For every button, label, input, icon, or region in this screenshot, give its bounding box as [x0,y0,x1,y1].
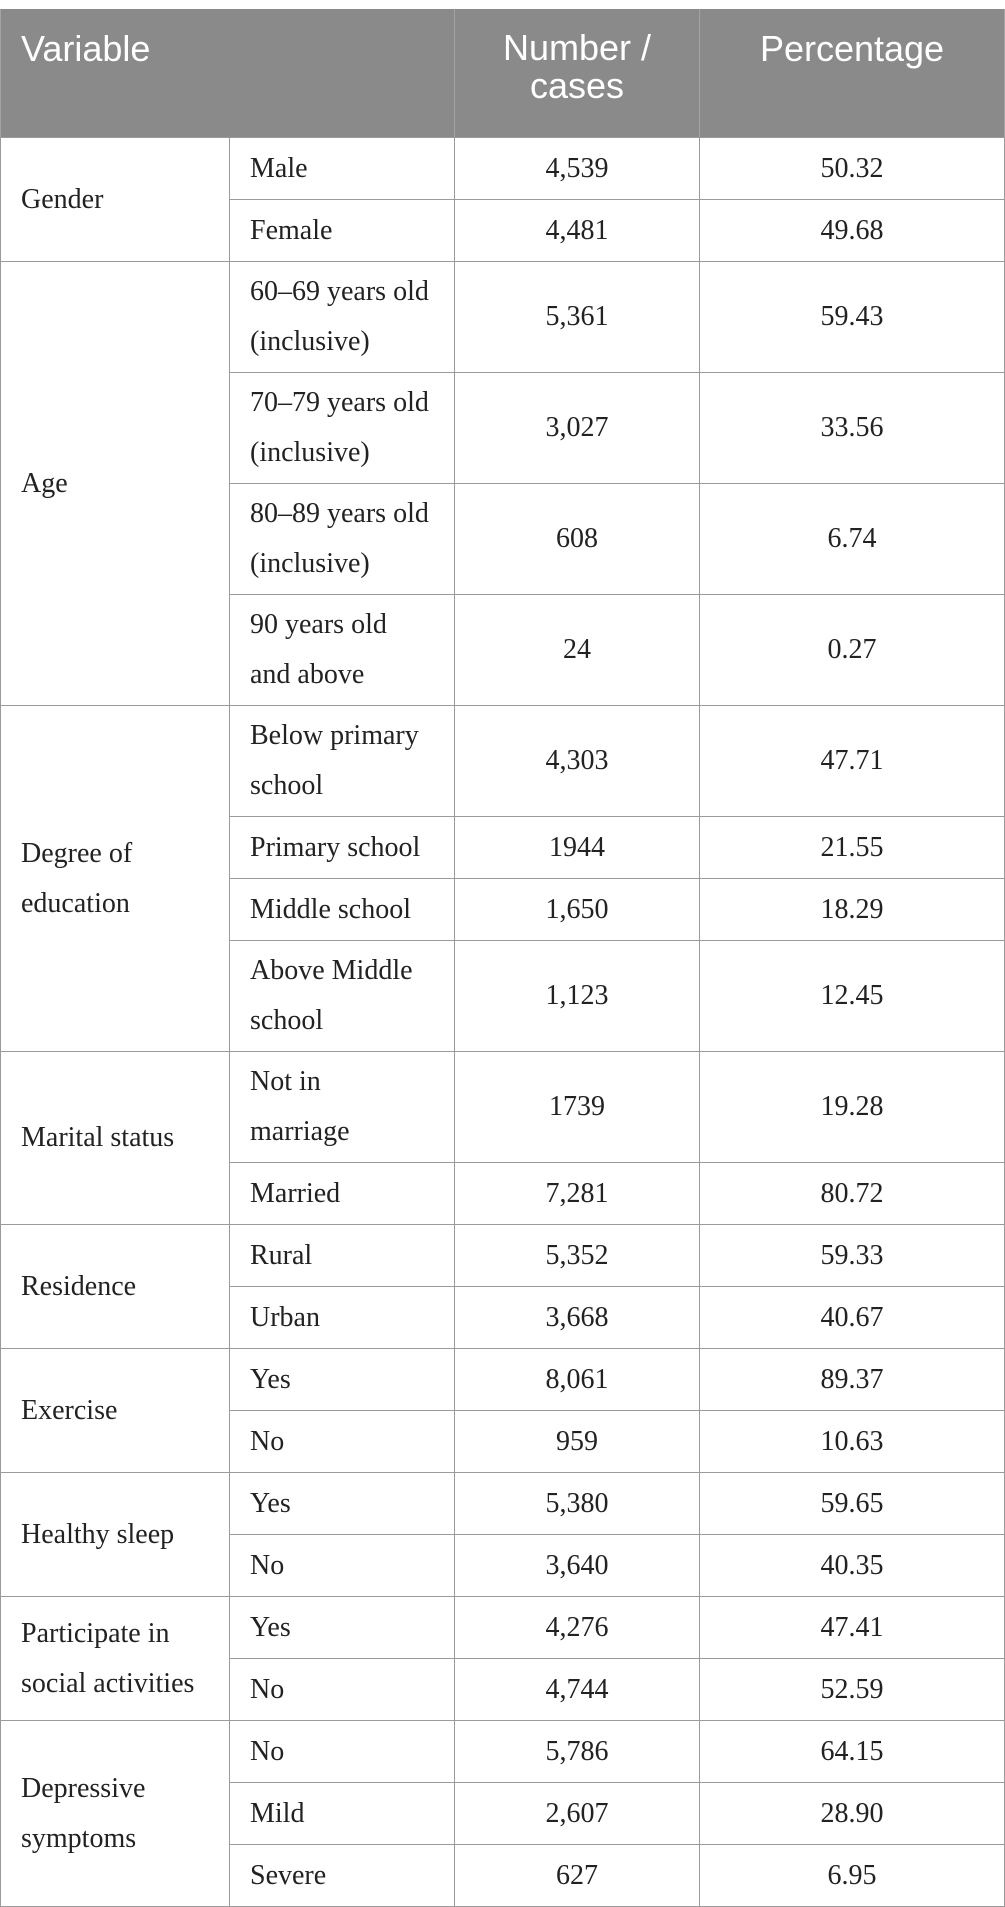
header-percentage: Percentage [700,9,1005,138]
number-cell: 5,352 [455,1225,700,1287]
category-cell [230,484,455,595]
number-cell: 24 [455,595,700,706]
category-label: Above Middle [250,955,413,986]
number-cell: 1739 [455,1052,700,1163]
category-label: marriage [250,1116,350,1147]
variable-label: Residence [21,1270,137,1302]
header-variable: Variable [1,9,455,138]
category-label: Mild [250,1797,305,1829]
number-cell: 3,640 [455,1535,700,1597]
category-label: Yes [250,1363,291,1395]
category-label: school [250,770,324,801]
number-cell: 7,281 [455,1163,700,1225]
number-cell: 3,027 [455,373,700,484]
number-cell: 1944 [455,817,700,879]
number-cell: 5,786 [455,1721,700,1783]
number-cell: 4,276 [455,1597,700,1659]
percentage-cell: 40.35 [700,1535,1005,1597]
percentage-cell: 6.95 [700,1845,1005,1907]
percentage-cell: 6.74 [700,484,1005,595]
percentage-cell: 59.43 [700,262,1005,373]
table-row [1,1052,1005,1163]
variable-label: Exercise [21,1394,118,1426]
percentage-cell: 89.37 [700,1349,1005,1411]
variable-label: symptoms [21,1822,137,1854]
percentage-cell: 40.67 [700,1287,1005,1349]
category-cell [230,1473,455,1535]
category-cell [230,138,455,200]
table-header [1,9,1005,138]
percentage-cell: 21.55 [700,817,1005,879]
percentage-cell: 18.29 [700,879,1005,941]
category-cell [230,706,455,817]
number-cell: 4,744 [455,1659,700,1721]
variable-label: Depressive [21,1772,146,1804]
category-cell [230,817,455,879]
variable-label: social activities [21,1667,195,1699]
percentage-cell: 64.15 [700,1721,1005,1783]
category-cell [230,879,455,941]
variable-cell [1,1349,230,1473]
number-cell: 4,303 [455,706,700,817]
percentage-cell: 50.32 [700,138,1005,200]
number-cell: 3,668 [455,1287,700,1349]
header-number-line2: cases [529,65,625,106]
category-label: Urban [250,1301,320,1333]
category-label: Male [250,152,308,184]
category-label: Middle school [250,893,411,925]
percentage-cell: 12.45 [700,941,1005,1052]
category-cell [230,262,455,373]
variable-label: Marital status [21,1122,175,1153]
category-label: 70–79 years old [250,387,429,418]
table-row [1,1721,1005,1783]
percentage-cell: 47.71 [700,706,1005,817]
header-row [1,9,1005,138]
category-cell [230,1659,455,1721]
table-row [1,706,1005,817]
category-cell [230,1411,455,1473]
number-cell: 627 [455,1845,700,1907]
percentage-cell: 10.63 [700,1411,1005,1473]
category-label: (inclusive) [250,437,370,468]
table-row [1,138,1005,200]
category-label: No [250,1425,285,1457]
category-label: 60–69 years old [250,276,429,307]
category-cell [230,373,455,484]
category-label: Yes [250,1487,291,1519]
category-label: Female [250,214,333,246]
number-cell: 608 [455,484,700,595]
category-cell [230,941,455,1052]
category-cell [230,1287,455,1349]
category-label: Below primary [250,720,419,751]
category-label: and above [250,659,365,690]
number-cell: 8,061 [455,1349,700,1411]
category-cell [230,1349,455,1411]
variable-label: education [21,887,130,919]
percentage-cell: 49.68 [700,200,1005,262]
category-label: (inclusive) [250,326,370,357]
category-cell [230,1845,455,1907]
category-cell [230,200,455,262]
number-cell: 4,481 [455,200,700,262]
category-label: 80–89 years old [250,498,429,529]
percentage-cell: 28.90 [700,1783,1005,1845]
category-label: No [250,1549,285,1581]
percentage-cell: 33.56 [700,373,1005,484]
variable-label: Degree of [21,837,133,869]
table-row [1,262,1005,373]
category-cell [230,1163,455,1225]
number-cell: 959 [455,1411,700,1473]
category-label: Married [250,1177,341,1209]
category-label: school [250,1005,324,1036]
variable-cell [1,262,230,706]
category-cell [230,1052,455,1163]
category-label: (inclusive) [250,548,370,579]
demographics-table [0,9,1005,1907]
category-label: Rural [250,1239,313,1271]
category-cell [230,1721,455,1783]
variable-cell [1,1597,230,1721]
variable-cell [1,1225,230,1349]
table-row [1,1597,1005,1659]
category-label: No [250,1673,285,1705]
percentage-cell: 59.65 [700,1473,1005,1535]
table-row [1,1225,1005,1287]
category-label: No [250,1735,285,1767]
percentage-cell: 19.28 [700,1052,1005,1163]
category-label: Yes [250,1611,291,1643]
category-label: 90 years old [250,609,387,640]
category-cell [230,1535,455,1597]
number-cell: 1,123 [455,941,700,1052]
variable-label: Healthy sleep [21,1518,175,1550]
table-row [1,1349,1005,1411]
table-row [1,1473,1005,1535]
table-body [1,138,1005,1907]
variable-label: Age [21,467,68,499]
percentage-cell: 47.41 [700,1597,1005,1659]
variable-label: Participate in [21,1617,170,1649]
category-cell [230,595,455,706]
category-cell [230,1225,455,1287]
table-container [0,9,1005,1907]
category-cell [230,1783,455,1845]
number-cell: 4,539 [455,138,700,200]
variable-cell [1,1721,230,1907]
percentage-cell: 80.72 [700,1163,1005,1225]
variable-cell [1,138,230,262]
number-cell: 1,650 [455,879,700,941]
percentage-cell: 59.33 [700,1225,1005,1287]
variable-cell [1,1052,230,1225]
variable-cell [1,706,230,1052]
category-label: Primary school [250,831,421,863]
category-label: Not in [250,1066,321,1097]
number-cell: 5,380 [455,1473,700,1535]
variable-cell [1,1473,230,1597]
percentage-cell: 0.27 [700,595,1005,706]
number-cell: 5,361 [455,262,700,373]
header-number-line1: Number / [502,27,652,68]
category-cell [230,1597,455,1659]
category-label: Severe [250,1859,327,1891]
percentage-cell: 52.59 [700,1659,1005,1721]
variable-label: Gender [21,183,104,215]
header-number [455,9,700,138]
number-cell: 2,607 [455,1783,700,1845]
